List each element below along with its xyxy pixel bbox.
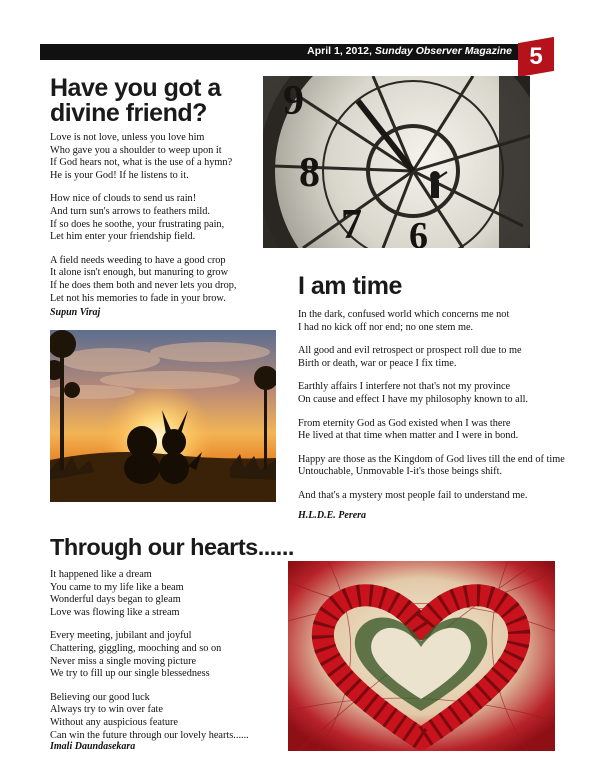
- poem2-line: I had no kick off nor end; no one stem me.: [298, 321, 474, 333]
- poem2-line: All good and evil retrospect or prospect roll due to me: [298, 345, 522, 357]
- poem1-line: He is your God! If he listens to it.: [50, 169, 189, 181]
- sunset-friends-image: [50, 330, 276, 502]
- clock-tower-image: [263, 76, 530, 248]
- poem2-stanza: [298, 381, 560, 406]
- poem3-line: Love was flowing like a stream: [50, 606, 180, 618]
- poem3-line: Every meeting, jubilant and joyful: [50, 630, 192, 642]
- poem3-line: Always try to win over fate: [50, 704, 163, 716]
- poem1-line: If God hears not, what is the use of a hymn?: [50, 157, 233, 169]
- header-bar: [40, 44, 518, 60]
- poem3-line: You came to my life like a beam: [50, 581, 184, 593]
- poem2-line: Birth or death, war or peace I fix time.: [298, 357, 457, 369]
- clock-tower-wall: [499, 76, 530, 248]
- poem1-line: It alone isn't enough, but manuring to grow: [50, 267, 229, 279]
- poem3-line: It happened like a dream: [50, 569, 152, 580]
- poem3-line: Believing our good luck: [50, 691, 150, 703]
- poem3-title: Through our hearts......: [50, 534, 294, 560]
- rose-heart-image: [288, 561, 555, 751]
- poem1-author: Supun Viraj: [50, 307, 101, 318]
- poem3-author: Imali Daundasekara: [50, 741, 136, 752]
- poem3-line: Can win the future through our lovely hearts......: [50, 729, 249, 741]
- poem1-line: Let not his memories to fade in your brow.: [50, 292, 226, 304]
- poem3-stanza: [50, 630, 285, 680]
- poem3-line: We try to fill up our single blessedness: [50, 668, 210, 680]
- poem2-stanza: [298, 453, 565, 479]
- poem2-line: He lived at that time when matter and I were in bond.: [298, 430, 519, 442]
- page-number-badge: [518, 37, 554, 77]
- poem3-line: Never miss a single moving picture: [50, 655, 197, 667]
- poem3-line: Without any auspicious feature: [50, 716, 178, 728]
- poem1-stanza: [50, 255, 260, 305]
- header-magazine: Sunday Observer Magazine: [374, 45, 512, 57]
- poem2-line: From eternity God as God existed when I was there: [298, 417, 511, 429]
- clock-numeral-7: 7: [341, 202, 362, 248]
- poem2-stanza: [298, 345, 560, 370]
- poem2-line: Untouchable, Unmovable I-it's those beings shift.: [298, 466, 503, 478]
- poem1-line: If so does he soothe, your frustrating pain,: [50, 218, 225, 230]
- poem2-line: In the dark, confused world which concerns me not: [298, 309, 510, 320]
- poem2-line: And that's a mystery most people fail to understand me.: [298, 489, 528, 501]
- sunset-illustration: [50, 330, 276, 502]
- poem3-stanza: [50, 692, 285, 742]
- poem2-stanza: [298, 309, 560, 334]
- poem1-line: A field needs weeding to have a good crop: [50, 254, 226, 266]
- poem3-body: [50, 569, 285, 753]
- poem1-title: [50, 76, 221, 126]
- clock-illustration: [263, 76, 530, 248]
- rose-heart-illustration: [288, 561, 555, 751]
- header-dateline: [307, 45, 512, 57]
- poem3-stanza: [50, 569, 285, 619]
- poem1-stanza: [50, 193, 260, 243]
- poem2-author: H.L.D.E. Perera: [298, 510, 367, 521]
- header-date: April 1, 2012,: [307, 45, 372, 57]
- poem1-line: Who gave you a shoulder to weep upon it: [50, 144, 222, 156]
- poem2-title: I am time: [298, 272, 402, 300]
- poem2-line: Happy are those as the Kingdom of God lives till the end of time: [298, 453, 565, 465]
- poem1-title-line1: Have you got a: [50, 74, 221, 102]
- page-number: 5: [529, 43, 543, 70]
- clock-numeral-9: 9: [283, 78, 304, 124]
- poem2-body: [298, 309, 565, 514]
- poem2-stanza: [298, 418, 560, 443]
- poem1-title-line2: divine friend?: [50, 99, 207, 127]
- poem1-line: And turn sun's arrows to feathers mild.: [50, 205, 210, 217]
- poem3-line: Chattering, giggling, mooching and so on: [50, 642, 222, 654]
- poem2-line: On cause and effect I have my philosophy known to all.: [298, 393, 529, 405]
- clock-numeral-6: 6: [409, 215, 428, 248]
- poem1-line: If he does them both and never lets you drop,: [50, 279, 237, 291]
- clock-numeral-8: 8: [299, 150, 320, 196]
- poem1-line: Let him enter your friendship field.: [50, 231, 196, 243]
- poem2-line: Earthly affairs I interfere not that's not my province: [298, 381, 511, 393]
- poem2-stanza: [298, 490, 560, 503]
- poem1-line: How nice of clouds to send us rain!: [50, 193, 197, 205]
- poem1-body: [50, 132, 260, 316]
- poem1-line: Love is not love, unless you love him: [50, 132, 205, 143]
- poem3-line: Wonderful days began to gleam: [50, 594, 181, 606]
- poem1-stanza: [50, 132, 260, 182]
